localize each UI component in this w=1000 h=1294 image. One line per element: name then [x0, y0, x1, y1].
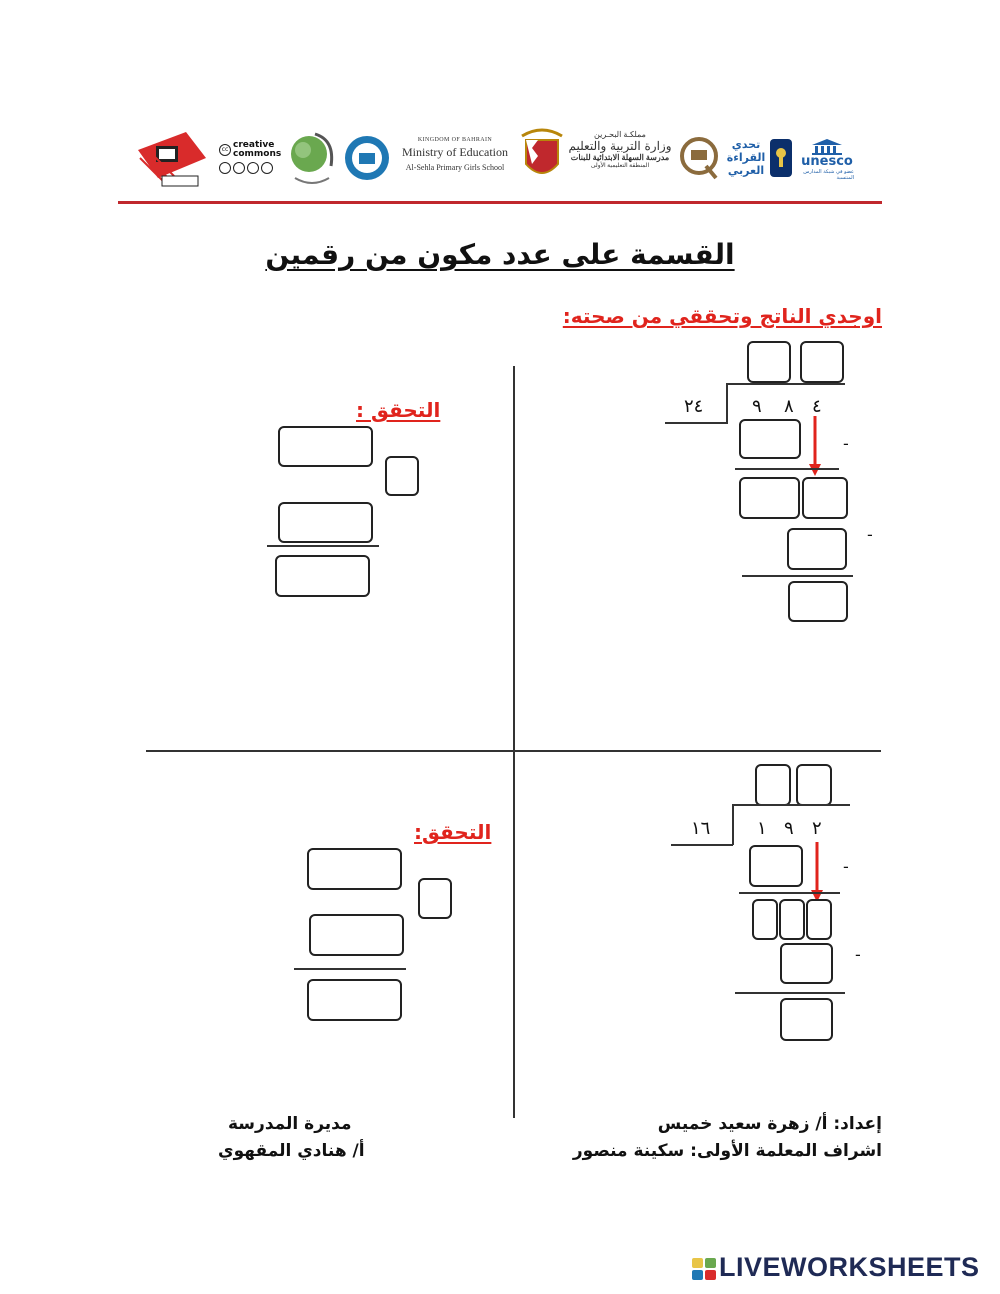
page-title-text: القسمة على عدد مكون من رقمين [265, 238, 735, 271]
v2-factor-box-1[interactable] [307, 848, 402, 890]
moe-school: Al-Sehla Primary Girls School [405, 163, 505, 172]
instruction-text: اوجدي الناتج وتحققي من صحته: [562, 304, 882, 328]
p2-division-bracket [732, 804, 734, 845]
principal-name: أ/ هنادي المقهوي [218, 1141, 365, 1161]
bahrain-emblem [518, 126, 566, 186]
v1-product-box[interactable] [275, 555, 370, 597]
header-divider [118, 201, 882, 204]
center-horizontal-divider [146, 750, 881, 752]
p1-subtract-box-2[interactable] [787, 528, 847, 570]
v2-product-box[interactable] [307, 979, 402, 1021]
moe-arabic-block [566, 130, 674, 169]
v2-operator-box[interactable] [418, 878, 452, 919]
p1-divisor: ٢٤ [684, 396, 704, 417]
v2-factor-box-2[interactable] [309, 914, 404, 956]
p2-divisor-underline [671, 844, 733, 846]
p1-subtract-line-2 [742, 575, 853, 577]
principal-title: مديرة المدرسة [228, 1114, 352, 1134]
verify-label-1: التحقق : [356, 398, 441, 422]
v1-operator-box[interactable] [385, 456, 419, 496]
qiraa-logo [678, 134, 720, 182]
p1-final-remainder-box[interactable] [788, 581, 848, 622]
p2-minus-1: - [843, 857, 849, 876]
p1-subtract-line-1 [735, 468, 839, 470]
cc-text-2: commons [233, 148, 282, 159]
p2-quotient-box-2[interactable] [796, 764, 832, 806]
prepared-by: إعداد: أ/ زهرة سعيد خميس [657, 1114, 882, 1134]
moe-ar-1: مملكـة البحـرين [594, 130, 646, 139]
p1-dividend-digit-2: ٨ [784, 396, 794, 417]
moe-ar-4: المنطقة التعليمية الأولى [590, 163, 650, 169]
p2-subtract-box-1[interactable] [749, 845, 803, 887]
p1-remainder-box-1[interactable] [739, 477, 800, 519]
p1-minus-1: - [843, 434, 849, 453]
p1-divisor-underline [665, 422, 728, 424]
p2-subtract-box-2[interactable] [780, 943, 833, 984]
v1-product-line [267, 545, 379, 547]
p2-bring-down-arrow [809, 840, 825, 904]
p1-division-bracket [726, 383, 728, 423]
page-title [0, 238, 1000, 271]
unesco-sub: عضو في شبكة المدارس المنتسبة [803, 169, 854, 181]
p2-dividend-digit-2: ٩ [784, 818, 794, 839]
p1-division-bar [727, 383, 845, 385]
liveworksheets-icon [692, 1258, 716, 1280]
p2-subtract-line-1 [739, 892, 840, 894]
center-vertical-divider [513, 366, 515, 1118]
p2-minus-2: - [855, 945, 861, 964]
p1-quotient-box-1[interactable] [747, 341, 791, 383]
p2-division-bar [733, 804, 850, 806]
unesco-text: unesco [801, 154, 853, 169]
p1-dividend-digit-3: ٩ [752, 396, 762, 417]
p2-dividend-digit-1: ٢ [812, 818, 822, 839]
p2-remainder-box-1[interactable] [752, 899, 778, 940]
supervised-by: اشراف المعلمة الأولى: سكينة منصور [572, 1141, 882, 1161]
p2-subtract-line-2 [735, 992, 845, 994]
cc-text-1: creative [233, 139, 275, 150]
p2-final-remainder-box[interactable] [780, 998, 833, 1041]
v1-factor-box-1[interactable] [278, 426, 373, 467]
creative-commons-logo: cc creative commons [219, 142, 275, 172]
reading-tree-logo [285, 126, 339, 192]
moe-ar-2: وزارة التربية والتعليم [568, 139, 672, 153]
p1-remainder-box-2[interactable] [802, 477, 848, 519]
p2-remainder-box-3[interactable] [806, 899, 832, 940]
p1-quotient-box-2[interactable] [800, 341, 844, 383]
arab-reading-text: تحدي القراءة العربي [726, 137, 766, 177]
moe-english-block [398, 137, 512, 172]
arab-reading-challenge-logo [726, 136, 766, 178]
liveworksheets-brand: LIVEWORKSHEETS [719, 1252, 980, 1282]
school-logo [136, 128, 210, 190]
unesco-logo [800, 138, 854, 182]
v1-factor-box-2[interactable] [278, 502, 373, 543]
p2-remainder-box-2[interactable] [779, 899, 805, 940]
p1-minus-2: - [867, 525, 873, 544]
verify-label-2: التحقق: [414, 820, 492, 844]
moe-kingdom: KINGDOM OF BAHRAIN [417, 137, 493, 143]
moe-ministry: Ministry of Education [402, 145, 508, 159]
moe-ar-3: مدرسة السهلة الابتدائية للبنات [570, 153, 670, 162]
keyhole-logo [768, 137, 794, 179]
p2-divisor: ١٦ [691, 818, 711, 839]
v2-product-line [294, 968, 406, 970]
p2-dividend-digit-3: ١ [757, 818, 767, 839]
school-seal-logo [344, 135, 390, 181]
p2-quotient-box-1[interactable] [755, 764, 791, 806]
p1-dividend-digit-1: ٤ [812, 396, 822, 417]
p1-subtract-box-1[interactable] [739, 419, 801, 459]
